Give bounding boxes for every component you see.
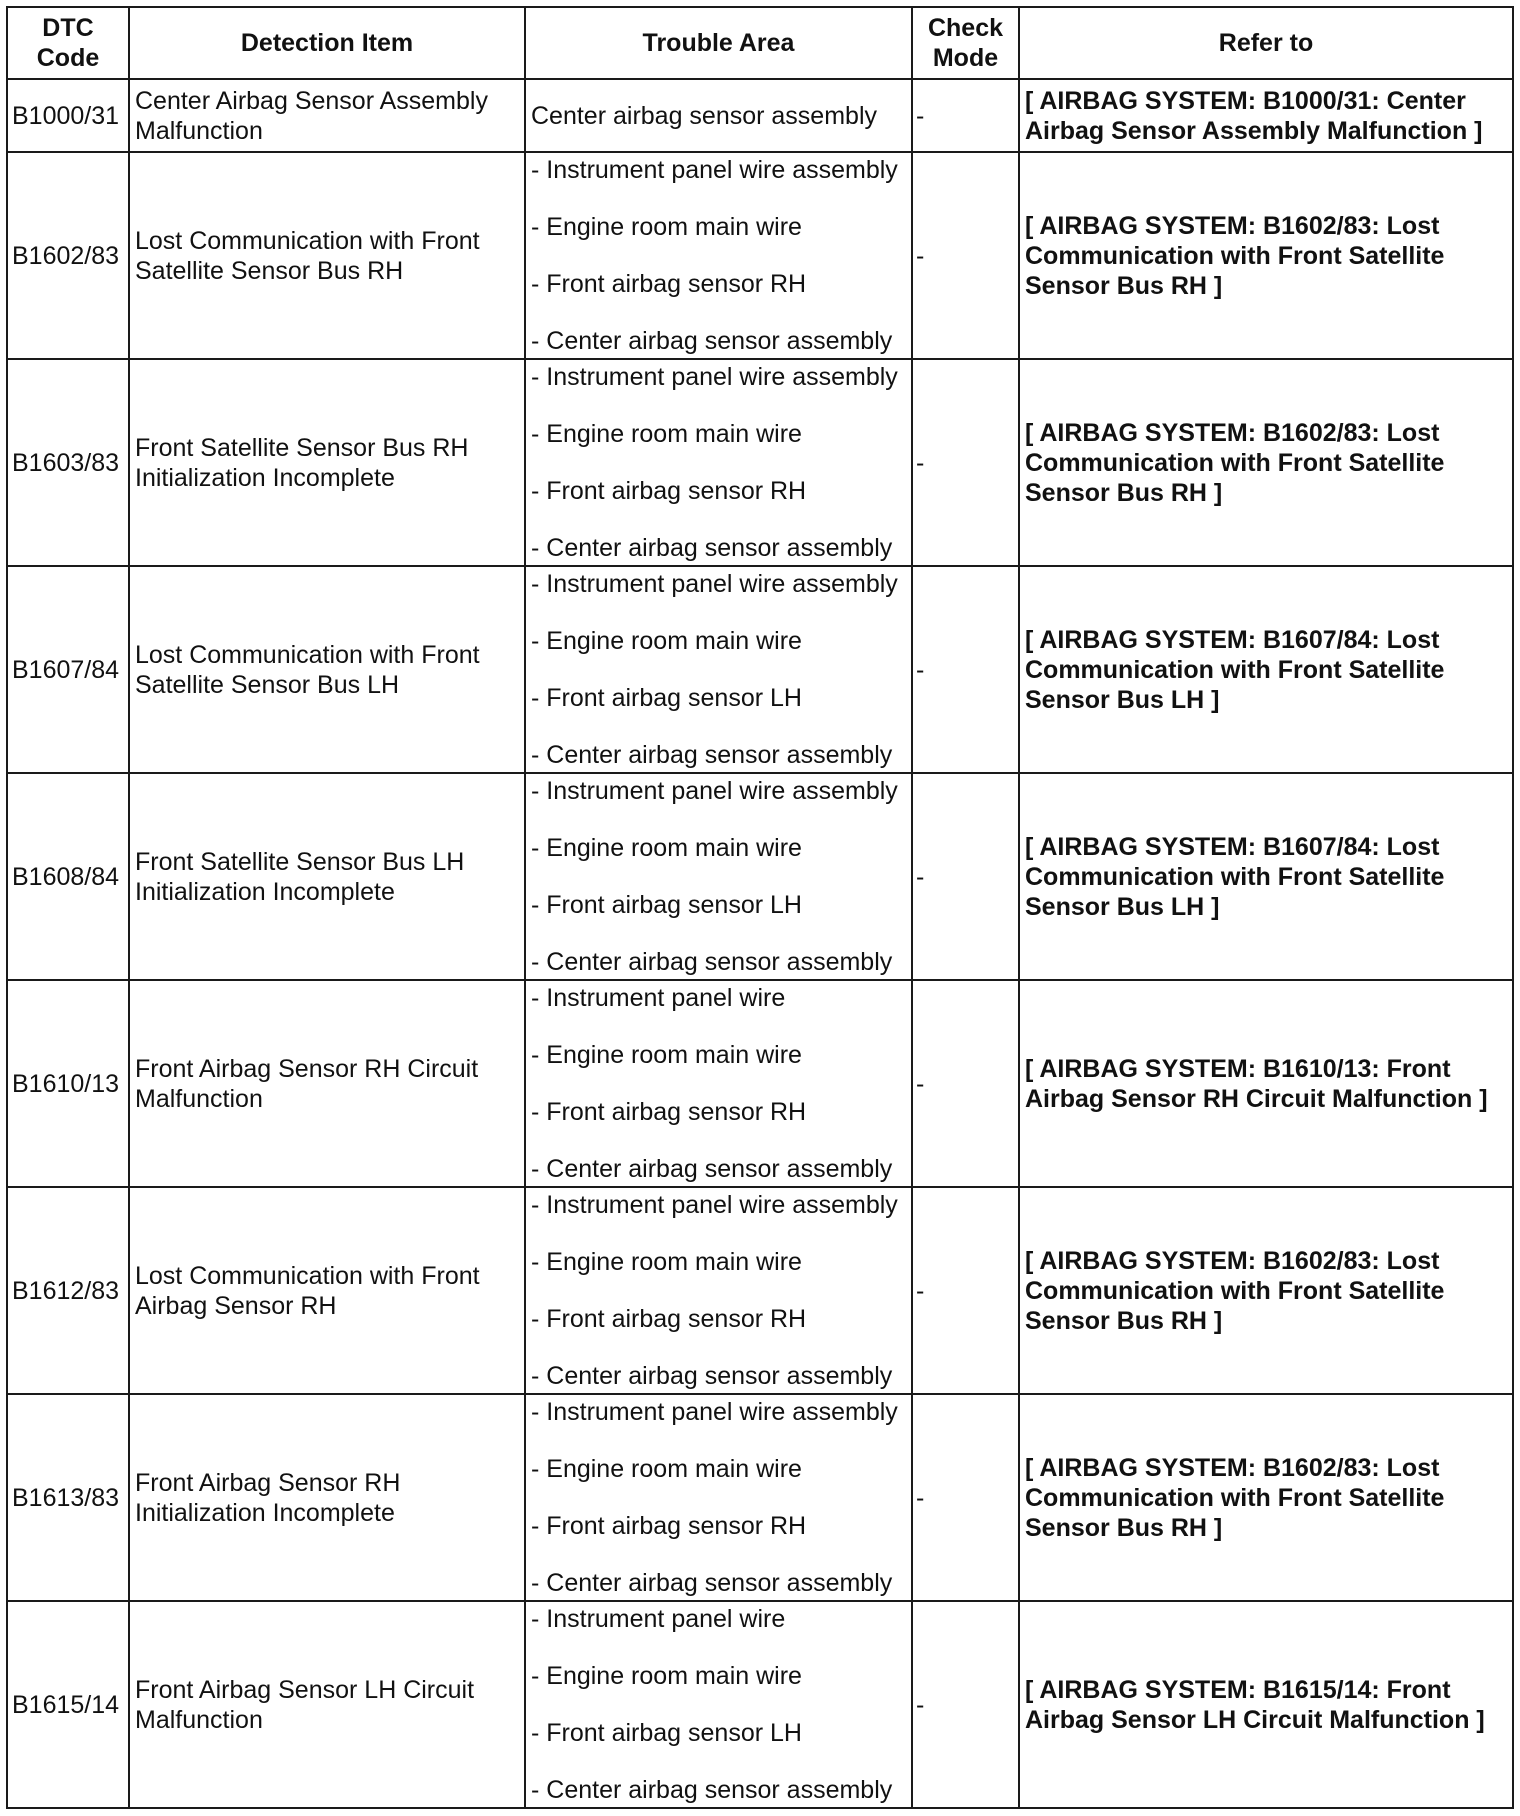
dtc-code-cell: B1613/83 [7, 1394, 129, 1601]
trouble-area-item: - Front airbag sensor RH [531, 1512, 807, 1540]
trouble-area-item: - Engine room main wire [531, 1662, 802, 1690]
table-row [7, 980, 1513, 1187]
trouble-area-cell [525, 359, 912, 566]
trouble-area-item: - Front airbag sensor LH [531, 1719, 802, 1747]
check-mode-cell: - [912, 79, 1019, 152]
check-mode-cell: - [912, 1187, 1019, 1394]
dtc-code-cell: B1603/83 [7, 359, 129, 566]
refer-to-cell: [ AIRBAG SYSTEM: B1602/83: Lost Communication with Front Satellite Sensor Bus RH ] [1019, 152, 1513, 359]
check-mode-cell: - [912, 1394, 1019, 1601]
header-check-mode: Check Mode [912, 7, 1019, 79]
trouble-area-item: - Center airbag sensor assembly [531, 327, 893, 355]
dtc-code-cell: B1612/83 [7, 1187, 129, 1394]
dtc-code-cell: B1608/84 [7, 773, 129, 980]
trouble-area-item: - Instrument panel wire [531, 1605, 786, 1633]
table-row [7, 79, 1513, 152]
detection-item-cell: Front Airbag Sensor RH Circuit Malfunction [129, 980, 525, 1187]
trouble-area-list [531, 1395, 911, 1598]
trouble-area-item: - Center airbag sensor assembly [531, 741, 893, 769]
header-trouble-area: Trouble Area [525, 7, 912, 79]
trouble-area-item: - Front airbag sensor LH [531, 684, 802, 712]
detection-item-cell: Front Satellite Sensor Bus RH Initialization Incomplete [129, 359, 525, 566]
trouble-area-item: - Center airbag sensor assembly [531, 1569, 893, 1597]
trouble-area-item: - Instrument panel wire assembly [531, 156, 898, 184]
trouble-area-item: - Center airbag sensor assembly [531, 1155, 893, 1183]
trouble-area-item: - Engine room main wire [531, 1041, 802, 1069]
trouble-area-cell [525, 1601, 912, 1808]
trouble-area-item: - Instrument panel wire assembly [531, 777, 898, 805]
header-detection-item: Detection Item [129, 7, 525, 79]
detection-item-cell: Lost Communication with Front Airbag Sensor RH [129, 1187, 525, 1394]
trouble-area-list [531, 981, 911, 1184]
trouble-area-item: - Center airbag sensor assembly [531, 1776, 893, 1804]
trouble-area-item: - Center airbag sensor assembly [531, 534, 893, 562]
check-mode-cell: - [912, 1601, 1019, 1808]
detection-item-cell: Lost Communication with Front Satellite Sensor Bus RH [129, 152, 525, 359]
trouble-area-item: - Instrument panel wire assembly [531, 570, 898, 598]
dtc-code-cell: B1610/13 [7, 980, 129, 1187]
table-row [7, 1187, 1513, 1394]
header-refer-to: Refer to [1019, 7, 1513, 79]
trouble-area-item: - Engine room main wire [531, 834, 802, 862]
trouble-area-item: - Instrument panel wire [531, 984, 786, 1012]
trouble-area-list [531, 153, 911, 356]
refer-to-cell: [ AIRBAG SYSTEM: B1607/84: Lost Communication with Front Satellite Sensor Bus LH ] [1019, 566, 1513, 773]
refer-to-cell: [ AIRBAG SYSTEM: B1610/13: Front Airbag Sensor RH Circuit Malfunction ] [1019, 980, 1513, 1187]
trouble-area-item: - Engine room main wire [531, 420, 802, 448]
trouble-area-list [531, 1602, 911, 1805]
refer-to-cell: [ AIRBAG SYSTEM: B1602/83: Lost Communication with Front Satellite Sensor Bus RH ] [1019, 359, 1513, 566]
trouble-area-item: - Engine room main wire [531, 213, 802, 241]
refer-to-cell: [ AIRBAG SYSTEM: B1000/31: Center Airbag Sensor Assembly Malfunction ] [1019, 79, 1513, 152]
table-row [7, 566, 1513, 773]
refer-to-cell: [ AIRBAG SYSTEM: B1602/83: Lost Communication with Front Satellite Sensor Bus RH ] [1019, 1187, 1513, 1394]
dtc-code-cell: B1615/14 [7, 1601, 129, 1808]
trouble-area-list [531, 567, 911, 770]
trouble-area-item: - Instrument panel wire assembly [531, 363, 898, 391]
trouble-area-cell [525, 79, 912, 152]
table-row [7, 773, 1513, 980]
refer-to-cell: [ AIRBAG SYSTEM: B1615/14: Front Airbag Sensor LH Circuit Malfunction ] [1019, 1601, 1513, 1808]
trouble-area-item: - Engine room main wire [531, 1455, 802, 1483]
detection-item-cell: Lost Communication with Front Satellite Sensor Bus LH [129, 566, 525, 773]
trouble-area-item: - Front airbag sensor LH [531, 891, 802, 919]
trouble-area-list [531, 1188, 911, 1391]
detection-item-cell: Front Airbag Sensor RH Initialization Incomplete [129, 1394, 525, 1601]
trouble-area-item: - Engine room main wire [531, 1248, 802, 1276]
table-body [7, 79, 1513, 1808]
dtc-code-cell: B1607/84 [7, 566, 129, 773]
table-row [7, 152, 1513, 359]
table-row [7, 359, 1513, 566]
trouble-area-item: - Front airbag sensor RH [531, 477, 807, 505]
dtc-table [6, 6, 1514, 1809]
dtc-code-cell: B1000/31 [7, 79, 129, 152]
trouble-area-item: - Center airbag sensor assembly [531, 1362, 893, 1390]
dtc-code-cell: B1602/83 [7, 152, 129, 359]
table-row [7, 1601, 1513, 1808]
table-row [7, 1394, 1513, 1601]
trouble-area-cell [525, 773, 912, 980]
trouble-area-item: - Instrument panel wire assembly [531, 1398, 898, 1426]
trouble-area-cell [525, 980, 912, 1187]
trouble-area-item: Center airbag sensor assembly [531, 101, 877, 130]
trouble-area-item: - Center airbag sensor assembly [531, 948, 893, 976]
detection-item-cell: Front Airbag Sensor LH Circuit Malfunction [129, 1601, 525, 1808]
check-mode-cell: - [912, 980, 1019, 1187]
trouble-area-list [531, 360, 911, 563]
table-header-row [7, 7, 1513, 79]
trouble-area-cell [525, 1187, 912, 1394]
trouble-area-cell [525, 566, 912, 773]
header-dtc-code: DTC Code [7, 7, 129, 79]
check-mode-cell: - [912, 359, 1019, 566]
check-mode-cell: - [912, 773, 1019, 980]
trouble-area-item: - Instrument panel wire assembly [531, 1191, 898, 1219]
refer-to-cell: [ AIRBAG SYSTEM: B1607/84: Lost Communication with Front Satellite Sensor Bus LH ] [1019, 773, 1513, 980]
trouble-area-list [531, 774, 911, 977]
trouble-area-item: - Engine room main wire [531, 627, 802, 655]
detection-item-cell: Center Airbag Sensor Assembly Malfunction [129, 79, 525, 152]
trouble-area-item: - Front airbag sensor RH [531, 270, 807, 298]
refer-to-cell: [ AIRBAG SYSTEM: B1602/83: Lost Communication with Front Satellite Sensor Bus RH ] [1019, 1394, 1513, 1601]
check-mode-cell: - [912, 152, 1019, 359]
check-mode-cell: - [912, 566, 1019, 773]
detection-item-cell: Front Satellite Sensor Bus LH Initialization Incomplete [129, 773, 525, 980]
trouble-area-item: - Front airbag sensor RH [531, 1305, 807, 1333]
trouble-area-item: - Front airbag sensor RH [531, 1098, 807, 1126]
trouble-area-cell [525, 152, 912, 359]
trouble-area-cell [525, 1394, 912, 1601]
